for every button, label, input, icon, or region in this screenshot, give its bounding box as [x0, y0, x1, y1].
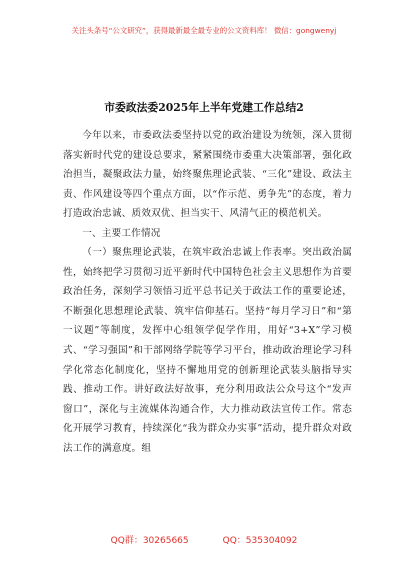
document-body	[63, 126, 352, 458]
subsection-paragraph: （一）聚焦理论武装，在筑牢政治忠诚上作表率。突出政治属性，始终把学习贯彻习近平新时代中国特色社会主义思想作为首要政治任务，深刻学习领悟习近平总书记关于政法工作的重要论述，不断强化思想理论武装、筑牢信仰基石。坚持“每月学习日”和“第一议题”等制度，发挥中心组领学促学作用，用好“3+X”学习模式、“学习强国”和干部网络学院等学习平台，推动政治理论学习科学化常态化制度化，坚持不懈地用党的创新理论武装头脑指导实践、推动工作。讲好政法好故事，充分利用政法公众号这个“发声窗口”，深化与主流媒体沟通合作，大力推动政法宣传工作。常态化开展学习教育，持续深化“我为群众办实事”活动，提升群众对政法工作的满意度。组	[63, 247, 352, 454]
intro-paragraph: 今年以来，市委政法委坚持以党的政治建设为统领，深入贯彻落实新时代党的建设总要求，紧紧围绕市委重大决策部署，强化政治担当，凝聚政法力量，始终聚焦理论武装、“三化”建设、政法主责、作风建设等四个重点方面，以“作示范、勇争先”的态度，着力打造政治忠诚、质效双优、担当实干、风清气正的模范机关。	[63, 130, 352, 220]
footer-qq: QQ：535304092	[222, 536, 298, 546]
footer-qq-group: QQ群：30265665	[110, 536, 189, 546]
section-heading: 一、主要工作情况	[82, 227, 161, 239]
document-title: 市委政法委2025年上半年党建工作总结2	[104, 101, 304, 114]
header-banner: 关注头条号“公文研究”，获得最新最全最专业的公文资料库！ 微信：gongwenyj	[71, 26, 337, 35]
footer-contact	[0, 535, 408, 547]
